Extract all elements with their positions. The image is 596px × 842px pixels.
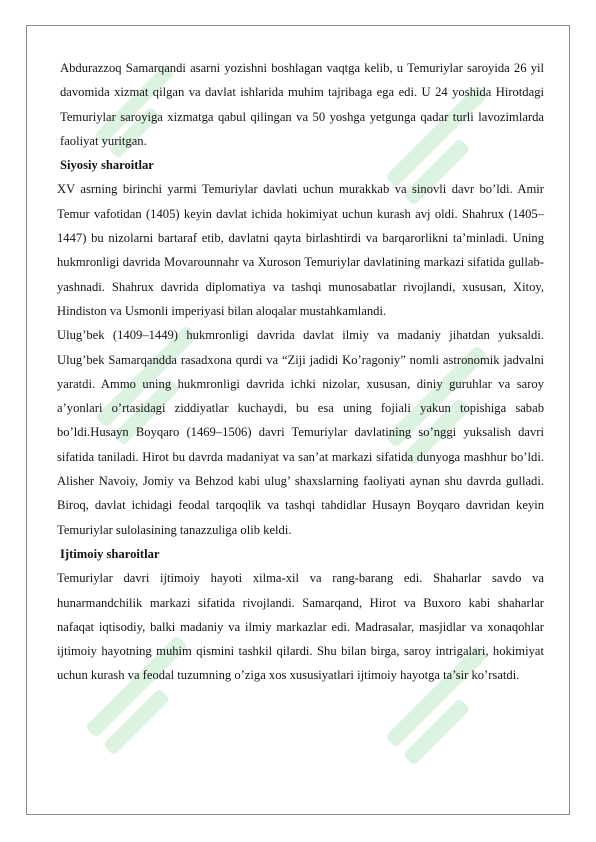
section-heading-social: Ijtimoiy sharoitlar [60,546,160,561]
political-paragraph-2: Ulug’bek (1409–1449) hukmronligi davrida davlat ilmiy va madaniy jihatdan yuksaldi. Ulug’bek Samarqandda rasadxona qurdi va “Ziji jadidi Ko’ragoniy” nomli astronomik jadvalni yaratdi. Ammo uning hukmronligi davrida ichki nizolar, xususan, diniy guruhlar va saroy a’yonlari o’rtasidagi ziddiyatlar kuchaydi, bu esa uning fojiali yakun topishiga sabab bo’ldi.Husayn Boyqaro (1469–1506) davri Temuriylar davlatining so’nggi yuksalish davri sifatida taniladi. Hirot bu davrda madaniyat va san’at markazi sifatida dunyoga mashhur bo’ldi. Alisher Navoiy, Jomiy va Behzod kabi ulug’ shaxslarning faoliyati aynan shu davrda gulladi. Biroq, davlat ichidagi feodal tarqoqlik va tashqi tahdidlar Husayn Boyqaro davridan keyin Temuriylar sulolasining tanazzuliga olib keldi. [57,328,544,537]
social-paragraph-1: Temuriylar davri ijtimoiy hayoti xilma-xil va rang-barang edi. Shaharlar savdo va hunarmandchilik markazi sifatida rivojlandi. Samarqand, Hirot va Buxoro kabi shaharlar nafaqat iqtisodiy, balki madaniy va ilmiy markazlar edi. Madrasalar, masjidlar va xonaqohlar ijtimoiy hayotning muhim qismini tashkil qilardi. Shu bilan birga, saroy intrigalari, hokimiyat uchun kurash va feodal tuzumning o’ziga xos xususiyatlari ijtimoiy hayotga ta’sir ko’rsatdi. [57,571,544,683]
intro-paragraph: Abdurazzoq Samarqandi asarni yozishni boshlagan vaqtga kelib, u Temuriylar saroyida 26 yil davomida xizmat qilgan va davlat ishlarida muhim tajribaga ega edi. U 24 yoshida Hirotdagi Temuriylar saroyiga xizmatga qabul qilingan va 50 yoshga yetgunga qadar turli lavozimlarda faoliyat yuritgan. [60,61,544,148]
section-heading-political: Siyosiy sharoitlar [60,158,154,173]
document-body [57,56,544,688]
political-paragraph-1: XV asrning birinchi yarmi Temuriylar davlati uchun murakkab va sinovli davr bo’ldi. Amir Temur vafotidan (1405) keyin davlat ichida hokimiyat uchun kurash avj oldi. Shahrux (1405–1447) bu nizolarni bartaraf etib, davlatni qayta birlashtirdi va barqarorlikni ta’minladi. Uning hukmronligi davrida Movarounnahr va Xuroson Temuriylar davlatining markazi sifatida gullab-yashnadi. Shahrux davrida diplomatiya va tashqi munosabatlar rivojlandi, xususan, Xitoy, Hindiston va Usmonli imperiyasi bilan aloqalar mustahkamlandi. [57,182,544,318]
